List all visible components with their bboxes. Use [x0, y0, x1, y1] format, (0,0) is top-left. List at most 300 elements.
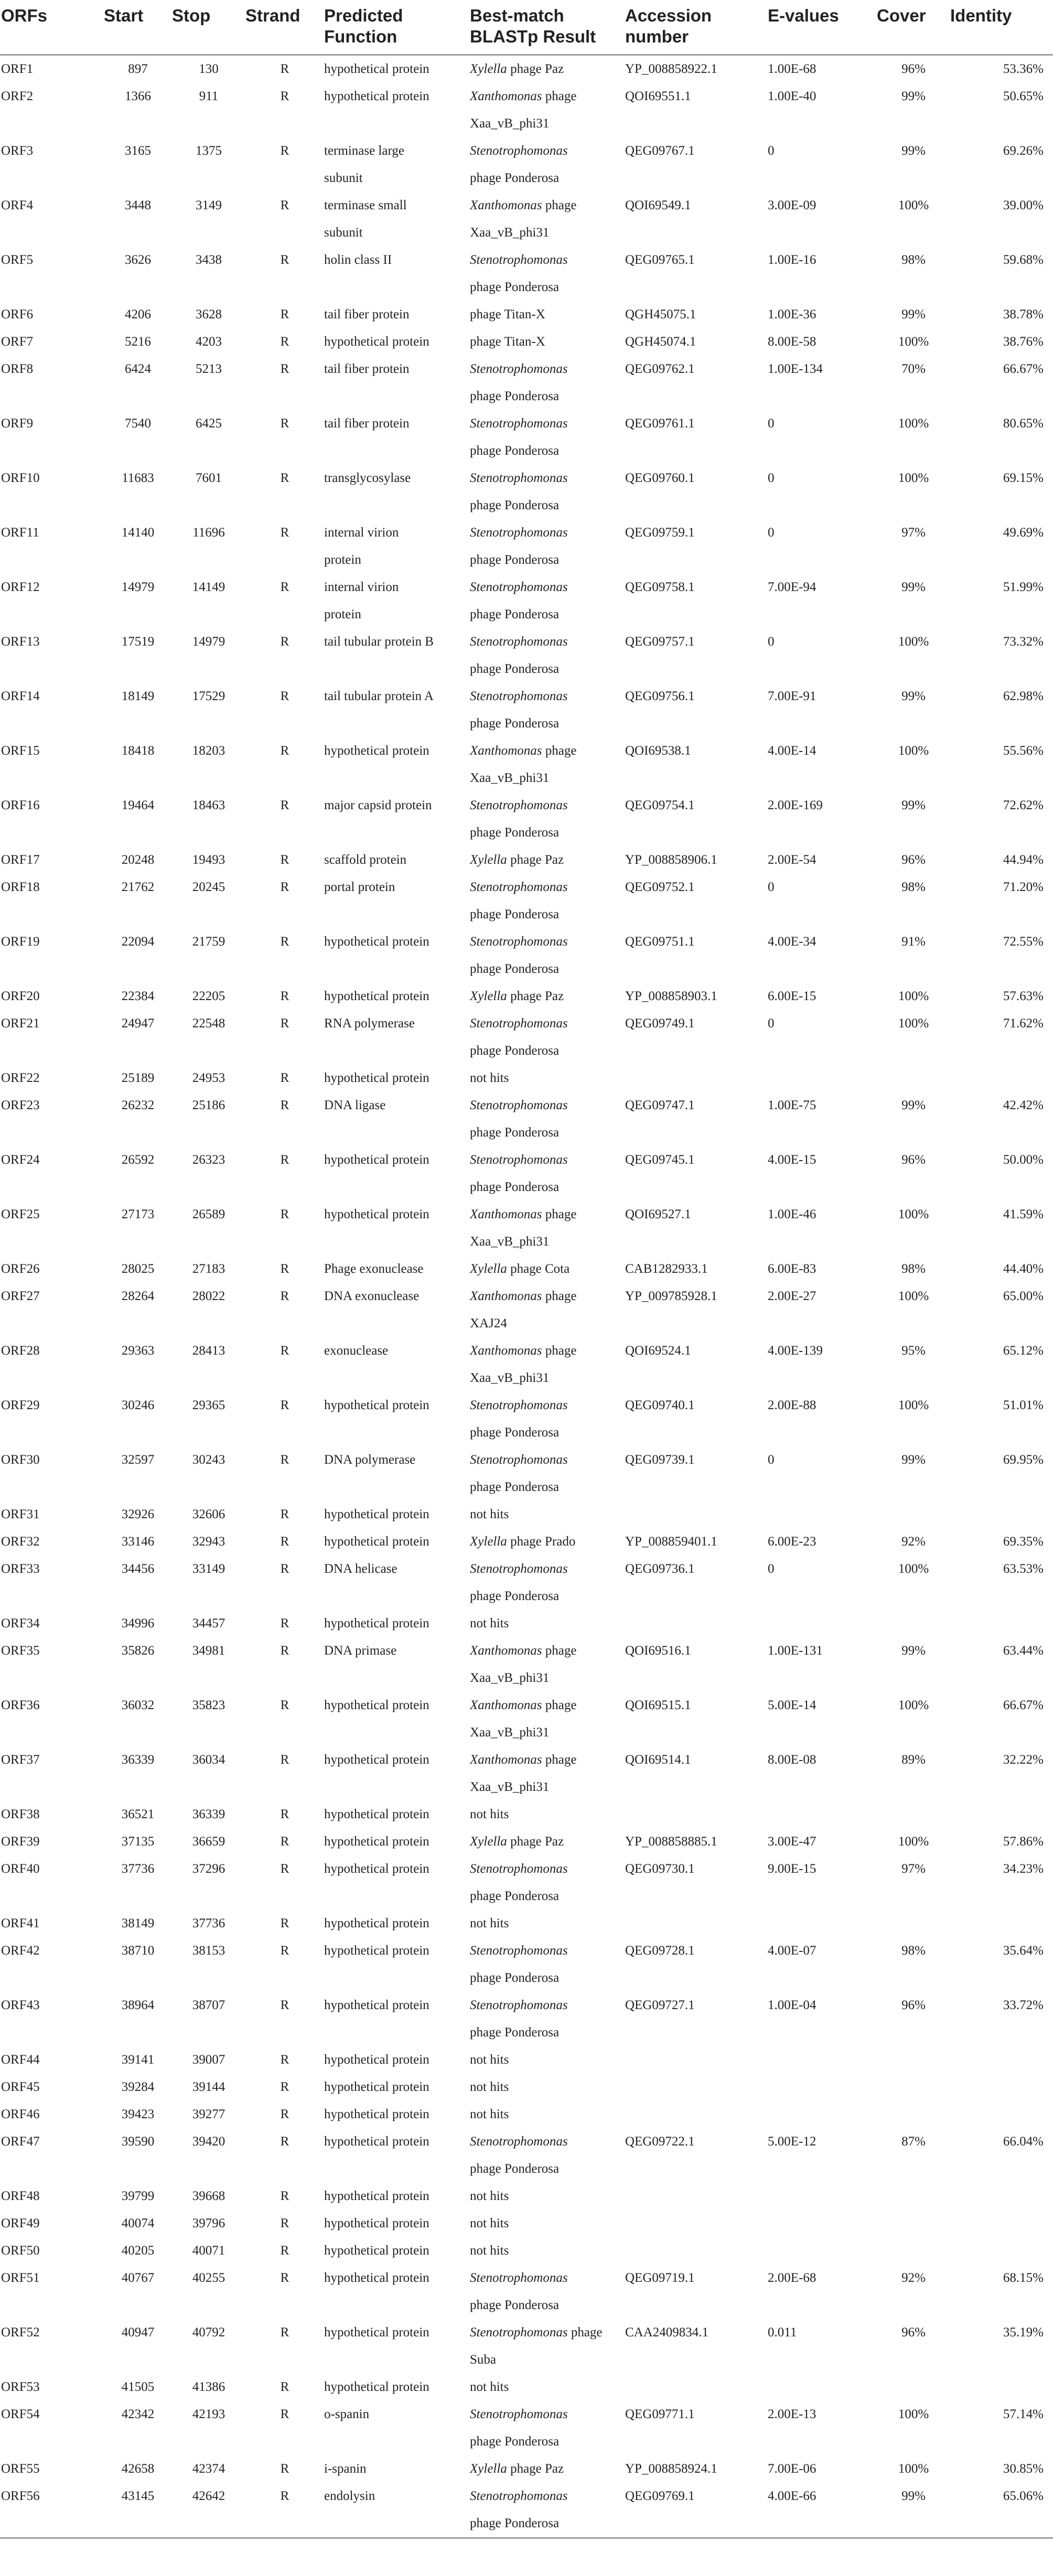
blast-result-cell: [470, 737, 625, 792]
blast-phage-name-cont: Xaa_vB_phi31: [470, 1779, 550, 1794]
blast-result-line: [470, 1801, 625, 1828]
strand-cell: R: [280, 634, 289, 649]
evalue-cell: 6.00E-83: [768, 1261, 816, 1276]
accession-cell: [625, 1801, 768, 1828]
table-row: [0, 2183, 1053, 2210]
start-cell: 26232: [121, 1098, 155, 1112]
predicted-function-cell: [324, 2237, 470, 2264]
table-row: [0, 1555, 1053, 1610]
evalue-cell: 9.00E-15: [768, 1861, 816, 1876]
stop-cell: 39668: [192, 2188, 225, 2203]
blast-genus: Xanthomonas: [470, 89, 542, 103]
blast-result-line: [470, 1010, 625, 1037]
start-cell: 36032: [121, 1698, 155, 1712]
blast-phage-name: phage: [542, 1289, 577, 1303]
blast-phage-name-cont: phage Ponderosa: [470, 1043, 560, 1058]
accession-cell: QOI69549.1: [625, 198, 691, 212]
blast-phage-name-cont: phage Ponderosa: [470, 389, 560, 403]
identity-cell: 63.44%: [1003, 1643, 1044, 1658]
orf-id-cell: ORF47: [1, 2134, 40, 2149]
evalue-cell: 0: [768, 525, 775, 540]
stop-cell: 3628: [196, 307, 222, 321]
orf-id-cell: ORF33: [1, 1561, 40, 1576]
evalue-cell: 8.00E-58: [768, 334, 816, 349]
blast-result-line: [470, 2237, 625, 2264]
cover-cell: 99%: [901, 689, 926, 703]
predicted-function-cell: [324, 928, 470, 983]
cover-cell: 99%: [901, 1452, 926, 1467]
predicted-function-cell: [324, 1910, 470, 1937]
blast-result-line: [470, 846, 625, 874]
header-accession-line2: number: [625, 27, 689, 46]
strand-cell: R: [280, 1807, 289, 1821]
identity-cell: [950, 2210, 1053, 2237]
blast-phage-name-cont: phage Ponderosa: [470, 498, 560, 512]
strand-cell: R: [280, 579, 289, 594]
table-row: [0, 846, 1053, 874]
evalue-cell: 2.00E-169: [768, 798, 823, 812]
blast-phage-name: not hits: [470, 2188, 509, 2203]
evalue-cell: 1.00E-75: [768, 1098, 816, 1112]
predicted-function-cell: [324, 628, 470, 683]
predicted-function-line: DNA exonuclease: [324, 1289, 420, 1303]
blast-result-line: [470, 2210, 625, 2237]
strand-cell: R: [280, 1643, 289, 1658]
blast-genus: Stenotrophomonas: [470, 1452, 568, 1467]
blast-result-cell: [470, 1283, 625, 1337]
blast-genus: Stenotrophomonas: [470, 1861, 568, 1876]
identity-cell: 66.04%: [1003, 2134, 1044, 2149]
predicted-function-line: hypothetical protein: [324, 2107, 429, 2121]
stop-cell: 38153: [192, 1943, 225, 1958]
stop-cell: 24953: [192, 1070, 225, 1085]
blast-result-cell: [470, 1065, 625, 1092]
cover-cell: 100%: [898, 1207, 929, 1221]
accession-cell: QEG09760.1: [625, 470, 695, 485]
blast-result-line: [470, 2483, 625, 2510]
predicted-function-cell: [324, 192, 470, 246]
identity-cell: [950, 2074, 1053, 2101]
stop-cell: 39420: [192, 2134, 225, 2149]
table-row: [0, 2374, 1053, 2401]
predicted-function-line: hypothetical protein: [324, 743, 429, 758]
blast-result-line: [470, 2455, 625, 2483]
table-body: [0, 55, 1053, 2538]
identity-cell: 65.06%: [950, 2483, 1053, 2538]
strand-cell: R: [280, 2079, 289, 2094]
blast-result-cell: [470, 792, 625, 846]
predicted-function-cell: [324, 2374, 470, 2401]
header-accession-line1: Accession: [625, 6, 712, 25]
predicted-function-cell: [324, 55, 470, 83]
blast-genus: Xanthomonas: [470, 1752, 542, 1767]
blast-result-cell: [470, 1337, 625, 1392]
blast-genus: Stenotrophomonas: [470, 2325, 568, 2339]
strand-cell: R: [280, 2461, 289, 2476]
blast-result-line: [470, 1446, 625, 1474]
start-cell: 34996: [121, 1616, 155, 1630]
strand-cell: R: [280, 1752, 289, 1767]
start-cell: 4206: [125, 307, 151, 321]
blast-result-cell: [470, 1446, 625, 1501]
blast-result-cell: [470, 1255, 625, 1283]
strand-cell: R: [280, 1289, 289, 1303]
start-cell: 38964: [121, 1998, 155, 2012]
stop-cell: 14149: [192, 579, 225, 594]
start-cell: 25189: [121, 1070, 155, 1085]
start-cell: 39423: [121, 2107, 155, 2121]
accession-cell: QEG09749.1: [625, 1016, 695, 1031]
blast-result-cell: [470, 137, 625, 192]
blast-result-cell: [470, 628, 625, 683]
strand-cell: R: [280, 252, 289, 267]
accession-cell: [625, 1501, 768, 1528]
accession-cell: YP_008858885.1: [625, 1834, 717, 1849]
predicted-function-cell: [324, 410, 470, 465]
predicted-function-cell: [324, 2455, 470, 2483]
accession-cell: QEG09758.1: [625, 579, 695, 594]
blast-genus: Xylella: [470, 2461, 507, 2476]
blast-result-line: [470, 1992, 625, 2019]
table-row: [0, 192, 1053, 246]
predicted-function-cell: [324, 83, 470, 137]
strand-cell: R: [280, 361, 289, 376]
blast-result-cell: [470, 1555, 625, 1610]
table-header: [0, 0, 1053, 55]
identity-cell: [950, 1501, 1053, 1528]
predicted-function-line: RNA polymerase: [324, 1016, 415, 1031]
stop-cell: 36339: [192, 1807, 225, 1821]
evalue-cell: 4.00E-66: [768, 2483, 877, 2538]
blast-phage-name: not hits: [470, 1916, 509, 1930]
predicted-function-line: holin class II: [324, 252, 392, 267]
blast-result-line: [470, 465, 625, 492]
predicted-function-line: DNA primase: [324, 1643, 397, 1658]
table-row: [0, 2237, 1053, 2264]
start-cell: 42658: [121, 2461, 155, 2476]
table-row: [0, 683, 1053, 737]
evalue-cell: [768, 2374, 877, 2401]
header-start: Start: [104, 0, 172, 55]
table-row: [0, 137, 1053, 192]
table-row: [0, 55, 1053, 83]
predicted-function-cell: [324, 465, 470, 519]
predicted-function-line: tail fiber protein: [324, 307, 410, 321]
start-cell: 21762: [121, 879, 155, 894]
blast-genus: Stenotrophomonas: [470, 1098, 568, 1112]
cover-cell: 70%: [901, 361, 926, 376]
stop-cell: 6425: [196, 416, 222, 431]
blast-phage-name-cont: phage Ponderosa: [470, 2516, 560, 2530]
blast-result-line: [470, 2264, 625, 2292]
blast-result-cell: [470, 1501, 625, 1528]
identity-cell: 57.63%: [1003, 989, 1044, 1003]
orf-id-cell: ORF12: [1, 579, 40, 594]
cover-cell: 100%: [898, 2407, 929, 2421]
orf-id-cell: ORF51: [1, 2270, 40, 2285]
blast-genus: Xanthomonas: [470, 1207, 542, 1221]
predicted-function-line: scaffold protein: [324, 852, 407, 867]
predicted-function-cell: [324, 1501, 470, 1528]
blast-genus: Xanthomonas: [470, 743, 542, 758]
predicted-function-cell: [324, 574, 470, 628]
blast-phage-name-cont: phage Ponderosa: [470, 961, 560, 976]
accession-cell: [625, 1065, 768, 1092]
identity-cell: 68.15%: [1003, 2270, 1044, 2285]
strand-cell: R: [280, 798, 289, 812]
predicted-function-cell: [324, 983, 470, 1010]
table-row: [0, 1910, 1053, 1937]
blast-result-line: [470, 1692, 625, 1719]
strand-cell: R: [280, 1916, 289, 1930]
strand-cell: R: [280, 1261, 289, 1276]
orf-id-cell: ORF48: [1, 2188, 40, 2203]
identity-cell: [950, 2374, 1053, 2401]
identity-cell: 69.15%: [1003, 470, 1044, 485]
blast-result-cell: [470, 928, 625, 983]
stop-cell: 27183: [192, 1261, 225, 1276]
predicted-function-line: DNA polymerase: [324, 1452, 416, 1467]
stop-cell: 39796: [192, 2216, 225, 2230]
table-row: [0, 519, 1053, 574]
blast-result-cell: [470, 846, 625, 874]
start-cell: 22094: [121, 934, 155, 949]
blast-genus: Stenotrophomonas: [470, 1998, 568, 2012]
cover-cell: 100%: [898, 1289, 929, 1303]
predicted-function-cell: [324, 683, 470, 737]
stop-cell: 19493: [192, 852, 225, 867]
evalue-cell: 0: [768, 1452, 775, 1467]
orf-id-cell: ORF26: [1, 1261, 40, 1276]
cover-cell: 89%: [901, 1752, 926, 1767]
start-cell: 40767: [121, 2270, 155, 2285]
cover-cell: [877, 2210, 950, 2237]
blast-result-cell: [470, 1201, 625, 1255]
blast-result-line: [470, 1255, 625, 1283]
start-cell: 28264: [121, 1289, 155, 1303]
identity-cell: 73.32%: [1003, 634, 1044, 649]
orf-id-cell: ORF3: [1, 143, 34, 158]
blast-result-cell: [470, 246, 625, 301]
identity-cell: 71.20%: [1003, 879, 1044, 894]
blast-phage-name: not hits: [470, 1807, 509, 1821]
evalue-cell: 7.00E-94: [768, 579, 816, 594]
predicted-function-line: hypothetical protein: [324, 1698, 429, 1712]
evalue-cell: 6.00E-15: [768, 989, 816, 1003]
blast-genus: Xanthomonas: [470, 1643, 542, 1658]
strand-cell: R: [280, 1861, 289, 1876]
blast-phage-name: phage Paz: [507, 2461, 564, 2476]
evalue-cell: 1.00E-40: [768, 89, 816, 103]
accession-cell: [625, 2374, 768, 2401]
predicted-function-line: hypothetical protein: [324, 334, 429, 349]
start-cell: 39799: [121, 2188, 155, 2203]
blast-result-cell: [470, 1828, 625, 1855]
blast-result-cell: [470, 683, 625, 737]
predicted-function-cell: [324, 2101, 470, 2128]
predicted-function-line: hypothetical protein: [324, 1507, 429, 1521]
evalue-cell: 3.00E-47: [768, 1834, 816, 1849]
strand-cell: R: [280, 525, 289, 540]
orf-id-cell: ORF20: [1, 989, 40, 1003]
evalue-cell: 5.00E-14: [768, 1698, 816, 1712]
table-row: [0, 792, 1053, 846]
predicted-function-line: hypothetical protein: [324, 2216, 429, 2230]
start-cell: 7540: [125, 416, 151, 431]
predicted-function-line: hypothetical protein: [324, 2052, 429, 2067]
table-row: [0, 1692, 1053, 1746]
blast-phage-name-cont: XAJ24: [470, 1316, 507, 1330]
blast-phage-name: not hits: [470, 2079, 509, 2094]
stop-cell: 7601: [196, 470, 222, 485]
blast-genus: Stenotrophomonas: [470, 879, 568, 894]
identity-cell: 33.72%: [1003, 1998, 1044, 2012]
table-row: [0, 628, 1053, 683]
cover-cell: [877, 1501, 950, 1528]
blast-result-line: [470, 192, 625, 219]
start-cell: 41505: [121, 2379, 155, 2394]
cover-cell: 96%: [901, 1998, 926, 2012]
blast-phage-name-cont: phage Ponderosa: [470, 1970, 560, 1985]
blast-phage-name-cont: Xaa_vB_phi31: [470, 1370, 550, 1385]
blast-result-line: [470, 2128, 625, 2155]
orf-id-cell: ORF43: [1, 1998, 40, 2012]
blast-result-cell: [470, 2237, 625, 2264]
orf-id-cell: ORF52: [1, 2325, 40, 2339]
blast-result-line: [470, 2183, 625, 2210]
evalue-cell: 1.00E-16: [768, 252, 816, 267]
identity-cell: 49.69%: [1003, 525, 1044, 540]
predicted-function-line: internal virion: [324, 525, 399, 540]
blast-result-cell: [470, 1392, 625, 1446]
strand-cell: R: [245, 2483, 324, 2538]
blast-phage-name-cont: phage Ponderosa: [470, 1179, 560, 1194]
predicted-function-line: terminase large: [324, 143, 404, 158]
table-row: [0, 1746, 1053, 1801]
start-cell: 38149: [121, 1916, 155, 1930]
identity-cell: 80.65%: [1003, 416, 1044, 431]
predicted-function-cell: [324, 2046, 470, 2074]
predicted-function-line: portal protein: [324, 879, 395, 894]
blast-result-line: [470, 1555, 625, 1583]
evalue-cell: 1.00E-04: [768, 1998, 816, 2012]
table-row: [0, 83, 1053, 137]
blast-result-line: [470, 792, 625, 819]
evalue-cell: 0: [768, 634, 775, 649]
blast-genus: Stenotrophomonas: [470, 1561, 568, 1576]
start-cell: 17519: [121, 634, 155, 649]
cover-cell: 100%: [898, 1561, 929, 1576]
blast-result-line: [470, 683, 625, 710]
orf-id-cell: ORF55: [1, 2461, 40, 2476]
predicted-function-line: hypothetical protein: [324, 1943, 429, 1958]
start-cell: 30246: [121, 1398, 155, 1412]
identity-cell: 38.76%: [1003, 334, 1044, 349]
blast-phage-name: phage: [542, 1343, 577, 1358]
cover-cell: 97%: [901, 1861, 926, 1876]
blast-result-line: [470, 1937, 625, 1965]
predicted-function-line: hypothetical protein: [324, 2243, 429, 2258]
start-cell: 3165: [125, 143, 151, 158]
stop-cell: 33149: [192, 1561, 225, 1576]
predicted-function-cell: [324, 2401, 470, 2455]
strand-cell: R: [280, 934, 289, 949]
blast-result-cell: [470, 2455, 625, 2483]
blast-result-line: [470, 1337, 625, 1365]
accession-cell: QEG09752.1: [625, 879, 695, 894]
orf-id-cell: ORF13: [1, 634, 40, 649]
stop-cell: 39007: [192, 2052, 225, 2067]
blast-result-line: [470, 574, 625, 601]
cover-cell: 100%: [898, 416, 929, 431]
strand-cell: R: [280, 1343, 289, 1358]
blast-result-cell: [470, 1146, 625, 1201]
evalue-cell: 0: [768, 1561, 775, 1576]
blast-result-line: [470, 246, 625, 274]
cover-cell: 100%: [898, 743, 929, 758]
orf-id-cell: ORF15: [1, 743, 40, 758]
accession-cell: QOI69551.1: [625, 89, 691, 103]
table-row: [0, 410, 1053, 465]
evalue-cell: 4.00E-139: [768, 1343, 823, 1358]
predicted-function-cell: [324, 1801, 470, 1828]
blast-phage-name-cont: phage Ponderosa: [470, 170, 560, 185]
start-cell: 36521: [121, 1807, 155, 1821]
evalue-cell: 2.00E-13: [768, 2407, 816, 2421]
blast-result-cell: [470, 2374, 625, 2401]
strand-cell: R: [280, 198, 289, 212]
blast-genus: Stenotrophomonas: [470, 361, 568, 376]
accession-cell: QEG09771.1: [625, 2407, 695, 2421]
cover-cell: 100%: [898, 1398, 929, 1412]
evalue-cell: 4.00E-07: [768, 1943, 816, 1958]
cover-cell: 98%: [901, 252, 926, 267]
stop-cell: 3149: [196, 198, 222, 212]
accession-cell: QEG09719.1: [625, 2270, 695, 2285]
orf-id-cell: ORF2: [1, 89, 34, 103]
table-row: [0, 1801, 1053, 1828]
predicted-function-cell: [324, 792, 470, 846]
blast-phage-name-cont: Xaa_vB_phi31: [470, 225, 550, 240]
accession-cell: CAA2409834.1: [625, 2325, 709, 2339]
blast-genus: Xanthomonas: [470, 1698, 542, 1712]
header-blast-result: [470, 0, 625, 55]
orf-id-cell: ORF1: [1, 61, 34, 76]
header-blast-result-line1: Best-match: [470, 6, 564, 25]
cover-cell: 96%: [901, 2325, 926, 2339]
header-stop: Stop: [172, 0, 245, 55]
identity-cell: [950, 2046, 1053, 2074]
accession-cell: QGH45074.1: [625, 334, 696, 349]
orf-id-cell: ORF19: [1, 934, 40, 949]
cover-cell: 100%: [898, 2461, 929, 2476]
blast-result-cell: [470, 1528, 625, 1555]
blast-genus: Xanthomonas: [470, 1343, 542, 1358]
stop-cell: 37296: [192, 1861, 225, 1876]
accession-cell: [625, 2046, 768, 2074]
blast-genus: Stenotrophomonas: [470, 525, 568, 540]
predicted-function-line: hypothetical protein: [324, 61, 429, 76]
strand-cell: R: [280, 1561, 289, 1576]
cover-cell: 98%: [901, 1943, 926, 1958]
predicted-function-cell: [324, 1746, 470, 1801]
blast-phage-name: not hits: [470, 1070, 509, 1085]
table-row: [0, 1446, 1053, 1501]
blast-result-cell: [470, 1910, 625, 1937]
accession-cell: [625, 2210, 768, 2237]
header-accession: [625, 0, 768, 55]
strand-cell: R: [280, 143, 289, 158]
